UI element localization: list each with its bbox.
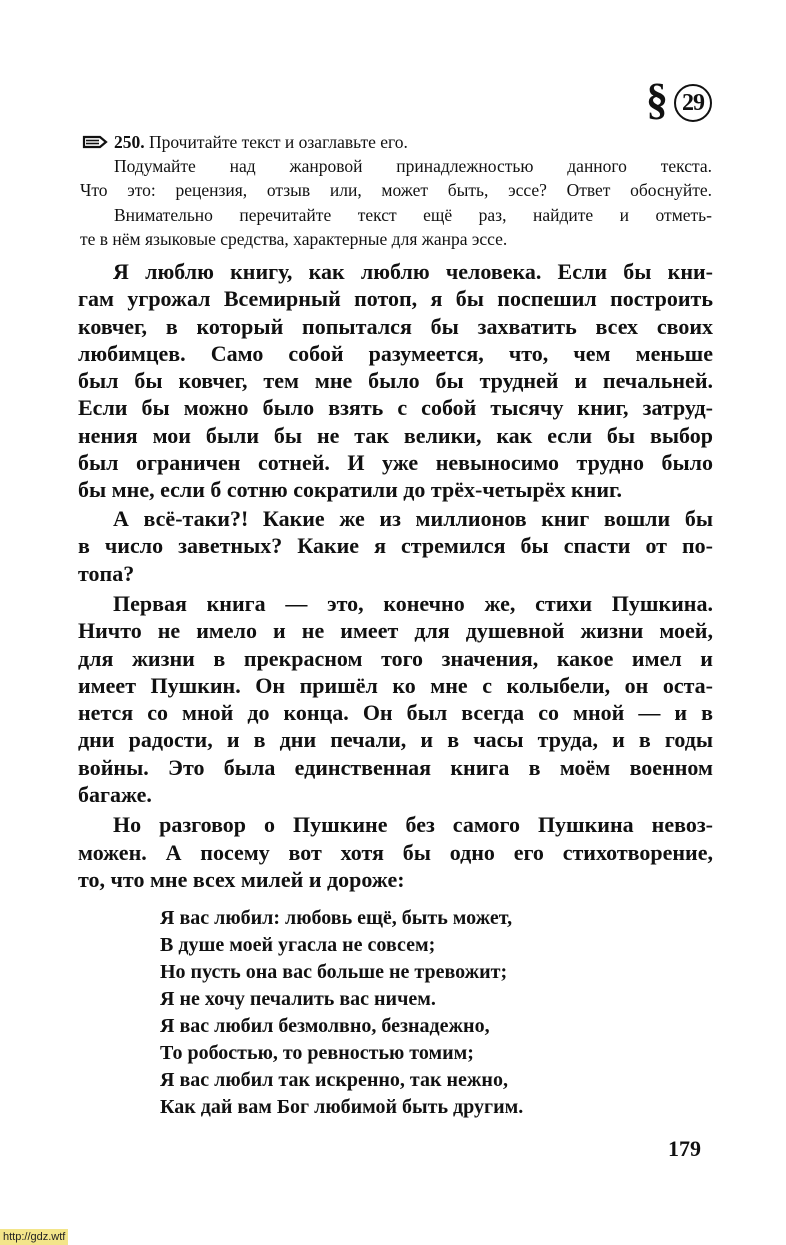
essay-line: был ограничен сотней. И уже невыносимо трудно было — [78, 449, 713, 475]
task-line: Подумайте над жанровой принадлежностью данного текста. — [114, 156, 712, 176]
section-symbol: § — [646, 75, 668, 124]
essay-line: багаже. — [78, 781, 152, 807]
poem-line: Я вас любил так искренно, так нежно, — [160, 1069, 508, 1091]
essay-line: топа? — [78, 560, 135, 586]
poem-line: В душе моей угасла не совсем; — [160, 934, 436, 956]
task-line: те в нём языковые средства, характерные для жанра эссе. — [80, 229, 508, 249]
essay-line: можен. А посему вот хотя бы одно его стихотворение, — [78, 839, 713, 865]
essay-line: то, что мне всех милей и дороже: — [78, 867, 405, 892]
task-line: Внимательно перечитайте текст ещё раз, найдите и отметь- — [114, 205, 712, 225]
essay-line: Если бы можно было взять с собой тысячу книг, затруд- — [78, 395, 713, 421]
task-number: 250. — [114, 132, 145, 152]
essay-line: А всё-таки?! Какие же из миллионов книг вошли бы — [113, 506, 713, 531]
essay-line: для жизни в прекрасном того значения, какое имел и — [78, 645, 713, 671]
watermark-link[interactable]: http://gdz.wtf — [0, 1229, 68, 1245]
essay-line: любимцев. Само собой разумеется, что, чем меньше — [78, 340, 713, 366]
essay-line: был бы ковчег, тем мне было бы трудней и печальней. — [78, 368, 713, 393]
essay-line: Первая книга — это, конечно же, стихи Пушкина. — [113, 591, 713, 616]
essay-line: бы мне, если б сотню сократили до трёх-четырёх книг. — [78, 477, 623, 502]
poem-line: Как дай вам Бог любимой быть другим. — [160, 1096, 524, 1118]
poem-line: Я вас любил: любовь ещё, быть может, — [160, 907, 513, 929]
page-number: 179 — [668, 1136, 701, 1161]
essay-line: Ничто не имело и не имеет для душевной жизни моей, — [78, 618, 713, 644]
essay-line: нения мои были бы не так велики, как если бы выбор — [78, 422, 713, 448]
poem-line: Но пусть она вас больше не тревожит; — [160, 961, 508, 983]
essay-line: гам угрожал Всемирный потоп, я бы поспешил построить — [78, 286, 713, 312]
essay-line: дни радости, и в дни печали, и в часы труда, и в годы — [78, 727, 713, 753]
essay-line: войны. Это была единственная книга в моём военном — [78, 754, 713, 780]
essay-line: Я люблю книгу, как люблю человека. Если бы кни- — [113, 259, 713, 284]
essay-line: Но разговор о Пушкине без самого Пушкина невоз- — [113, 812, 713, 837]
essay-line: в число заветных? Какие я стремился бы спасти от по- — [78, 533, 713, 559]
poem-line: То робостью, то ревностью томим; — [160, 1042, 474, 1064]
task-line: Что это: рецензия, отзыв или, может быть, эссе? Ответ обоснуйте. — [80, 180, 712, 200]
essay-line: имеет Пушкин. Он пришёл ко мне с колыбели, он оста- — [78, 672, 713, 698]
task-text: Прочитайте текст и озаглавьте его. — [149, 132, 408, 152]
essay-line: ковчег, в который попытался бы захватить всех своих — [78, 313, 713, 339]
section-number: 29 — [674, 84, 712, 122]
task-line — [114, 131, 408, 153]
poem-line: Я не хочу печалить вас ничем. — [160, 988, 436, 1010]
poem-line: Я вас любил безмолвно, безнадежно, — [160, 1015, 490, 1037]
essay-line: нется со мной до конца. Он был всегда со мной — и в — [78, 700, 713, 725]
pencil-icon — [82, 134, 108, 150]
